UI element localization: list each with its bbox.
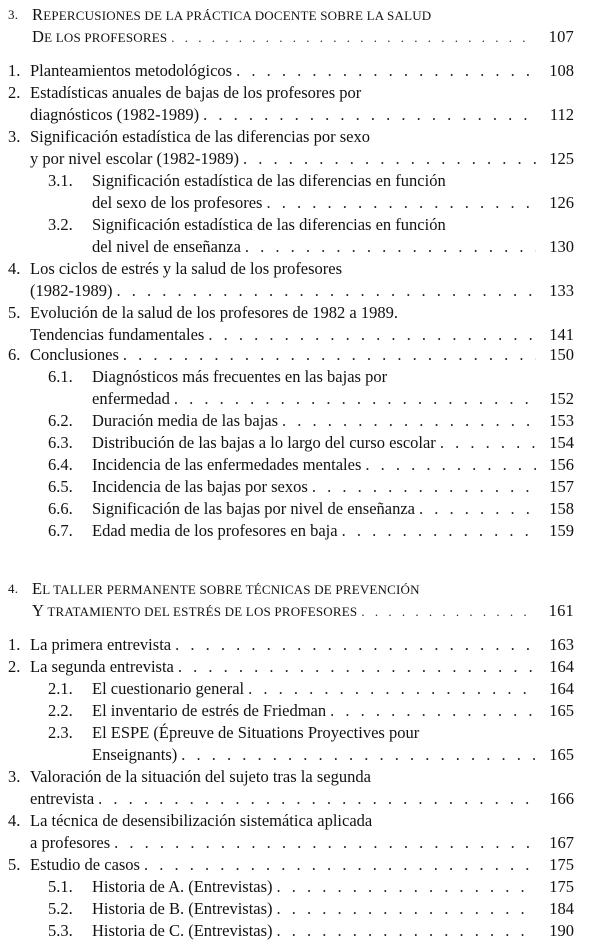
toc-entry-title: del sexo de los profesores [92, 193, 263, 212]
toc-entry-title: Edad media de los profesores en baja [92, 521, 338, 540]
toc-page-number: 108 [549, 61, 574, 80]
toc-entry-title: La primera entrevista [30, 635, 172, 654]
toc-entry-line [0, 302, 574, 324]
toc-page-number: 158 [549, 499, 574, 518]
toc-entry-title: EL TALLER PERMANENTE SOBRE TÉCNICAS DE PREVENCIÓN [32, 579, 420, 598]
toc-entry-title: Distribución de las bajas a lo largo del curso escolar [92, 433, 436, 452]
toc-entry-line [0, 60, 574, 82]
toc-chapter-line [0, 578, 574, 600]
toc-entry-number: 3.1. [48, 171, 73, 190]
toc-dot-leader [208, 324, 536, 346]
toc-entry-title: Y TRATAMIENTO DEL ESTRÉS DE LOS PROFESORES [32, 601, 358, 620]
toc-page-number: 161 [548, 601, 574, 620]
toc-entry-line [0, 634, 574, 656]
toc-page-number: 130 [549, 237, 574, 256]
toc-dot-leader [114, 832, 536, 854]
toc-entry-title: La segunda entrevista [30, 657, 174, 676]
toc-dot-leader [365, 454, 536, 476]
toc-page-number: 157 [549, 477, 574, 496]
toc-page-number: 166 [549, 789, 574, 808]
toc-entry-number: 4. [8, 581, 19, 596]
toc-entry-line [0, 700, 574, 722]
toc-page-number: 112 [549, 105, 574, 124]
toc-entry-title: Diagnósticos más frecuentes en las bajas por [92, 367, 388, 386]
toc-entry-title: Enseignants) [92, 745, 178, 764]
toc-page-number: 175 [549, 877, 574, 896]
toc-page-number: 133 [549, 281, 574, 300]
toc-entry-title: Incidencia de las enfermedades mentales [92, 455, 362, 474]
toc-entry-title: Historia de B. (Entrevistas) [92, 899, 273, 918]
toc-entry-title: Significación estadística de las diferencias por sexo [30, 127, 370, 146]
toc-entry-number: 6.4. [48, 455, 73, 474]
toc-entry-number: 6.2. [48, 411, 73, 430]
toc-entry-title: Incidencia de las bajas por sexos [92, 477, 308, 496]
toc-entry-title: enfermedad [92, 389, 170, 408]
toc-page-number: 107 [548, 27, 574, 46]
toc-dot-leader [266, 192, 536, 214]
toc-page-number: 126 [549, 193, 574, 212]
toc-dot-leader [175, 634, 536, 656]
toc-entry-title: La técnica de desensibilización sistemática aplicada [30, 811, 373, 830]
toc-entry-title: El inventario de estrés de Friedman [92, 701, 327, 720]
toc-dot-leader [342, 520, 536, 542]
toc-dot-leader [178, 656, 536, 678]
toc-dot-leader [144, 854, 536, 876]
toc-dot-leader [248, 678, 536, 700]
toc-page-number: 175 [549, 855, 574, 874]
toc-entry-line [0, 192, 574, 214]
toc-dot-leader [243, 148, 536, 170]
toc-entry-line [0, 82, 574, 104]
toc-entry-line [0, 744, 574, 766]
toc-entry-line [0, 388, 574, 410]
toc-page-number: 165 [549, 745, 574, 764]
toc-entry-number: 5. [8, 303, 21, 322]
toc-entry-number: 5.3. [48, 921, 73, 940]
toc-page-number: 164 [549, 679, 574, 698]
toc-entry-number: 2. [8, 657, 21, 676]
toc-entry-line [0, 678, 574, 700]
toc-entry-number: 6.1. [48, 367, 73, 386]
toc-chapter-line [0, 26, 574, 48]
toc-page-number: 152 [549, 389, 574, 408]
toc-dot-leader [277, 898, 536, 920]
toc-entry-title: (1982-1989) [30, 281, 113, 300]
toc-dot-leader [440, 432, 536, 454]
toc-entry-line [0, 810, 574, 832]
toc-chapter-line [0, 600, 574, 622]
toc-entry-line [0, 214, 574, 236]
toc-entry-title: Significación estadística de las diferencias en función [92, 171, 446, 190]
toc-entry-line [0, 498, 574, 520]
toc-entry-line [0, 766, 574, 788]
toc-entry-title: Tendencias fundamentales [30, 325, 205, 344]
toc-dot-leader [419, 498, 536, 520]
toc-entry-number: 2.1. [48, 679, 73, 698]
toc-entry-title: El ESPE (Épreuve de Situations Proyectives pour [92, 723, 420, 742]
toc-entry-title: Evolución de la salud de los profesores de 1982 a 1989. [30, 303, 398, 322]
toc-entry-number: 3.2. [48, 215, 73, 234]
toc-entry-title: Historia de C. (Entrevistas) [92, 921, 273, 940]
toc-entry-line [0, 324, 574, 346]
toc-entry-line [0, 854, 574, 876]
toc-dot-leader [171, 27, 536, 49]
toc-entry-line [0, 258, 574, 280]
toc-entry-number: 2. [8, 83, 21, 102]
toc-chapter-line [0, 4, 574, 26]
toc-page-number: 125 [549, 149, 574, 168]
toc-entry-line [0, 832, 574, 854]
toc-entry-title: Significación de las bajas por nivel de enseñanza [92, 499, 416, 518]
toc-entry-title: DE LOS PROFESORES [32, 27, 168, 46]
toc-entry-line [0, 920, 574, 942]
toc-entry-title: Los ciclos de estrés y la salud de los profesores [30, 259, 343, 278]
toc-entry-title: REPERCUSIONES DE LA PRÁCTICA DOCENTE SOBRE LA SALUD [32, 5, 432, 24]
toc-entry-line [0, 722, 574, 744]
toc-page-number: 163 [549, 635, 574, 654]
toc-dot-leader [236, 60, 536, 82]
toc-entry-number: 2.2. [48, 701, 73, 720]
toc-entry-line [0, 170, 574, 192]
toc-dot-leader [116, 280, 536, 302]
toc-entry-title: entrevista [30, 789, 95, 808]
toc-page-number: 156 [549, 455, 574, 474]
toc-entry-line [0, 344, 574, 366]
toc-entry-line [0, 236, 574, 258]
toc-entry-number: 4. [8, 811, 21, 830]
toc-dot-leader [330, 700, 536, 722]
toc-entry-title: y por nivel escolar (1982-1989) [30, 149, 239, 168]
toc-entry-line [0, 476, 574, 498]
toc-entry-title: Duración media de las bajas [92, 411, 279, 430]
toc-dot-leader [181, 744, 536, 766]
toc-entry-line [0, 366, 574, 388]
toc-entry-number: 4. [8, 259, 21, 278]
toc-dot-leader [174, 388, 536, 410]
toc-entry-line [0, 148, 574, 170]
toc-entry-number: 3. [8, 127, 21, 146]
toc-page-number: 165 [549, 701, 574, 720]
toc-entry-line [0, 520, 574, 542]
toc-entry-line [0, 788, 574, 810]
toc-page-number: 164 [549, 657, 574, 676]
toc-dot-leader [277, 876, 536, 898]
toc-entry-number: 6.7. [48, 521, 73, 540]
toc-dot-leader [282, 410, 536, 432]
toc-entry-number: 2.3. [48, 723, 73, 742]
toc-dot-leader [277, 920, 536, 942]
toc-entry-title: Planteamientos metodológicos [30, 61, 233, 80]
toc-page-number: 150 [549, 345, 574, 364]
toc-dot-leader [312, 476, 536, 498]
toc-dot-leader [203, 104, 536, 126]
toc-entry-number: 6.6. [48, 499, 73, 518]
toc-entry-title: Historia de A. (Entrevistas) [92, 877, 273, 896]
toc-entry-number: 5.1. [48, 877, 73, 896]
toc-dot-leader [245, 236, 536, 258]
toc-entry-title: Estudio de casos [30, 855, 140, 874]
toc-entry-number: 5.2. [48, 899, 73, 918]
toc-entry-number: 6.3. [48, 433, 73, 452]
toc-entry-line [0, 432, 574, 454]
toc-dot-leader [98, 788, 536, 810]
toc-entry-title: Conclusiones [30, 345, 119, 364]
toc-entry-number: 1. [8, 635, 21, 654]
toc-entry-title: diagnósticos (1982-1989) [30, 105, 200, 124]
toc-entry-title: Valoración de la situación del sujeto tras la segunda [30, 767, 371, 786]
toc-dot-leader [361, 601, 536, 623]
toc-entry-title: Significación estadística de las diferencias en función [92, 215, 446, 234]
toc-page-number: 159 [549, 521, 574, 540]
toc-entry-line [0, 126, 574, 148]
toc-entry-line [0, 656, 574, 678]
toc-entry-line [0, 104, 574, 126]
toc-entry-title: Estadísticas anuales de bajas de los profesores por [30, 83, 362, 102]
toc-page-number: 154 [549, 433, 574, 452]
toc-entry-line [0, 410, 574, 432]
toc-entry-line [0, 280, 574, 302]
toc-page-number: 167 [549, 833, 574, 852]
toc-entry-number: 3. [8, 767, 21, 786]
toc-entry-line [0, 454, 574, 476]
toc-page-number: 190 [549, 921, 574, 940]
toc-entry-title: El cuestionario general [92, 679, 245, 698]
toc-entry-number: 3. [8, 7, 19, 22]
toc-entry-line [0, 876, 574, 898]
toc-dot-leader [123, 344, 536, 366]
toc-page-number: 184 [549, 899, 574, 918]
toc-entry-number: 5. [8, 855, 21, 874]
toc-entry-number: 1. [8, 61, 21, 80]
toc-page-number: 153 [549, 411, 574, 430]
toc-entry-title: del nivel de enseñanza [92, 237, 241, 256]
toc-entry-title: a profesores [30, 833, 111, 852]
toc-page-number: 141 [549, 325, 574, 344]
toc-entry-number: 6. [8, 345, 21, 364]
toc-entry-number: 6.5. [48, 477, 73, 496]
toc-entry-line [0, 898, 574, 920]
